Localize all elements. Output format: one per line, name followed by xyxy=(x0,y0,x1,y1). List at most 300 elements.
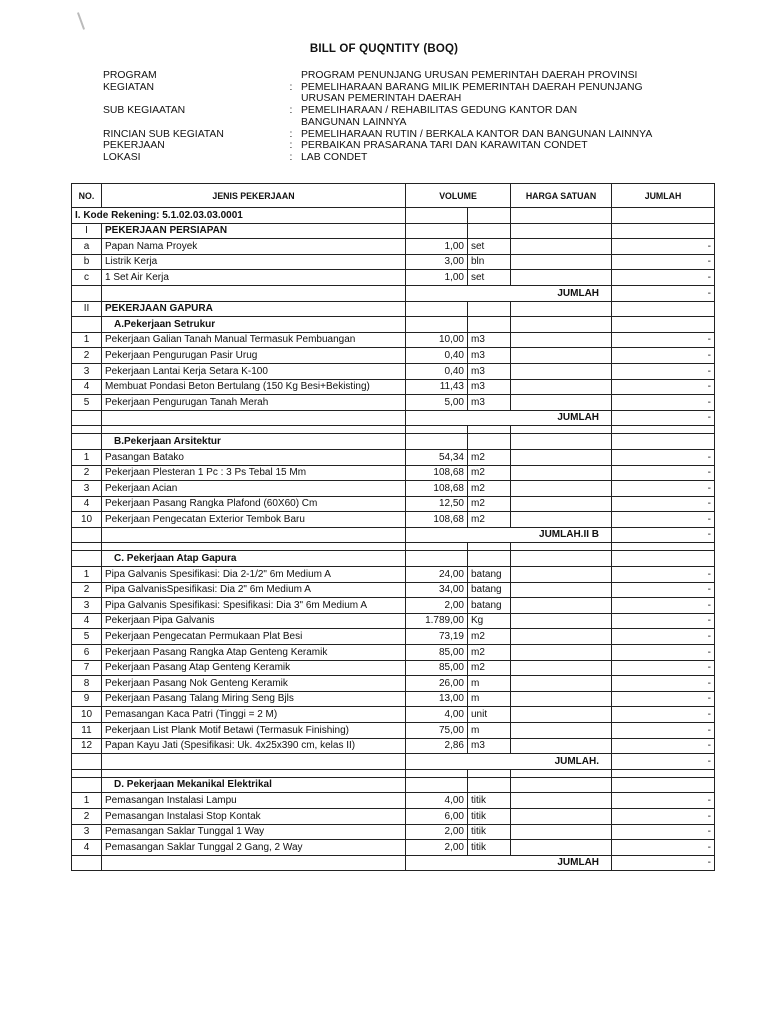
item-number: 2 xyxy=(72,465,102,481)
item-description: Pekerjaan Acian xyxy=(102,481,406,497)
item-amount: - xyxy=(612,254,715,270)
item-unit: m2 xyxy=(468,449,511,465)
spacer-cell xyxy=(72,543,102,551)
header-row xyxy=(103,140,703,152)
item-number: 10 xyxy=(72,707,102,723)
item-number: 4 xyxy=(72,496,102,512)
subsection-row xyxy=(72,551,715,567)
spacer-cell xyxy=(102,543,406,551)
item-amount xyxy=(612,317,715,333)
item-amount: - xyxy=(612,465,715,481)
item-volume: 26,00 xyxy=(406,676,468,692)
item-description: PEKERJAAN PERSIAPAN xyxy=(102,223,406,239)
spacer-cell xyxy=(72,426,102,434)
item-volume: 0,40 xyxy=(406,348,468,364)
item-unit: batang xyxy=(468,567,511,583)
subtotal-amount: - xyxy=(612,410,715,426)
cell-jumlah xyxy=(612,208,715,224)
subtotal-row xyxy=(72,527,715,543)
item-amount: - xyxy=(612,676,715,692)
table-row xyxy=(72,270,715,286)
scan-mark xyxy=(77,12,85,30)
subtotal-label: JUMLAH.II B xyxy=(406,527,612,543)
item-amount: - xyxy=(612,723,715,739)
item-unit xyxy=(468,317,511,333)
item-unit-price xyxy=(511,270,612,286)
item-number: 2 xyxy=(72,808,102,824)
item-number: 2 xyxy=(72,582,102,598)
item-description: C. Pekerjaan Atap Gapura xyxy=(102,551,406,567)
header-colon: : xyxy=(289,151,293,163)
header-row xyxy=(103,93,703,105)
subtotal-label: JUMLAH xyxy=(406,410,612,426)
subsection-row xyxy=(72,434,715,450)
cell-desc xyxy=(102,285,406,301)
item-unit-price xyxy=(511,777,612,793)
item-unit: m3 xyxy=(468,738,511,754)
table-row xyxy=(72,824,715,840)
item-number: 1 xyxy=(72,332,102,348)
item-unit-price xyxy=(511,660,612,676)
header-colon: : xyxy=(289,128,293,140)
cell-no xyxy=(72,527,102,543)
item-volume: 34,00 xyxy=(406,582,468,598)
item-number: 7 xyxy=(72,660,102,676)
header-row xyxy=(103,152,703,164)
item-description: Pekerjaan Pasang Atap Genteng Keramik xyxy=(102,660,406,676)
table-row xyxy=(72,629,715,645)
subsection-row xyxy=(72,317,715,333)
item-unit-price xyxy=(511,793,612,809)
item-description: Pekerjaan Lantai Kerja Setara K-100 xyxy=(102,363,406,379)
item-number: 11 xyxy=(72,723,102,739)
table-row xyxy=(72,707,715,723)
item-number: 3 xyxy=(72,824,102,840)
header-value: PEMELIHARAAN BARANG MILIK PEMERINTAH DAERAH PENUNJANG xyxy=(301,81,643,93)
item-number: 10 xyxy=(72,512,102,528)
item-amount: - xyxy=(612,629,715,645)
item-volume: 11,43 xyxy=(406,379,468,395)
item-amount: - xyxy=(612,691,715,707)
item-amount: - xyxy=(612,395,715,411)
item-amount: - xyxy=(612,738,715,754)
header-value: URUSAN PEMERINTAH DAERAH xyxy=(301,93,462,105)
item-unit-price xyxy=(511,738,612,754)
item-amount: - xyxy=(612,239,715,255)
header-colon xyxy=(281,93,301,105)
item-number: 6 xyxy=(72,645,102,661)
item-amount: - xyxy=(612,449,715,465)
item-unit-price xyxy=(511,395,612,411)
item-unit-price xyxy=(511,582,612,598)
item-volume xyxy=(406,223,468,239)
item-unit: titik xyxy=(468,840,511,856)
spacer-row xyxy=(72,426,715,434)
header-colon: : xyxy=(289,105,293,117)
spacer-cell xyxy=(468,769,511,777)
item-unit-price xyxy=(511,363,612,379)
cell-harga xyxy=(511,208,612,224)
item-number: 3 xyxy=(72,598,102,614)
item-volume: 3,00 xyxy=(406,254,468,270)
table-row xyxy=(72,676,715,692)
spacer-cell xyxy=(72,769,102,777)
item-amount: - xyxy=(612,481,715,497)
item-amount: - xyxy=(612,567,715,583)
item-unit-price xyxy=(511,567,612,583)
header-colon xyxy=(281,117,301,129)
item-volume: 108,68 xyxy=(406,465,468,481)
item-amount: - xyxy=(612,613,715,629)
item-volume: 2,86 xyxy=(406,738,468,754)
item-description: Papan Nama Proyek xyxy=(102,239,406,255)
item-description: Pekerjaan Pasang Nok Genteng Keramik xyxy=(102,676,406,692)
cell-unit xyxy=(468,208,511,224)
document-title: BILL OF QUQNTITY (BOQ) xyxy=(309,43,459,55)
spacer-cell xyxy=(468,426,511,434)
item-amount: - xyxy=(612,332,715,348)
item-description: Pekerjaan Pasang Rangka Plafond (60X60) Cm xyxy=(102,496,406,512)
item-unit-price xyxy=(511,317,612,333)
item-unit: m xyxy=(468,723,511,739)
item-unit: m xyxy=(468,676,511,692)
item-description: Membuat Pondasi Beton Bertulang (150 Kg Besi+Bekisting) xyxy=(102,379,406,395)
item-description: Pemasangan Instalasi Stop Kontak xyxy=(102,808,406,824)
item-unit: batang xyxy=(468,598,511,614)
header-row xyxy=(103,70,703,82)
cell-no xyxy=(72,855,102,871)
table-row xyxy=(72,449,715,465)
table-row xyxy=(72,512,715,528)
item-number: 5 xyxy=(72,395,102,411)
item-amount xyxy=(612,301,715,317)
item-unit-price xyxy=(511,301,612,317)
item-description: Pemasangan Saklar Tunggal 2 Gang, 2 Way xyxy=(102,840,406,856)
table-row xyxy=(72,363,715,379)
spacer-cell xyxy=(612,426,715,434)
table-row xyxy=(72,348,715,364)
item-number: 12 xyxy=(72,738,102,754)
item-unit: unit xyxy=(468,707,511,723)
spacer-row xyxy=(72,543,715,551)
item-volume: 2,00 xyxy=(406,824,468,840)
item-unit xyxy=(468,223,511,239)
item-number xyxy=(72,551,102,567)
cell-desc xyxy=(102,754,406,770)
item-volume: 6,00 xyxy=(406,808,468,824)
header-label: LOKASI xyxy=(103,151,141,163)
item-volume: 13,00 xyxy=(406,691,468,707)
item-volume xyxy=(406,317,468,333)
item-volume: 24,00 xyxy=(406,567,468,583)
item-amount: - xyxy=(612,808,715,824)
item-unit-price xyxy=(511,332,612,348)
item-unit-price xyxy=(511,645,612,661)
item-description: Papan Kayu Jati (Spesifikasi: Uk. 4x25x390 cm, kelas II) xyxy=(102,738,406,754)
item-description: Pekerjaan Pengecatan Permukaan Plat Besi xyxy=(102,629,406,645)
table-row xyxy=(72,793,715,809)
item-number: 5 xyxy=(72,629,102,645)
item-volume: 2,00 xyxy=(406,598,468,614)
subtotal-row xyxy=(72,285,715,301)
header-label: RINCIAN SUB KEGIATAN xyxy=(103,128,224,140)
item-amount: - xyxy=(612,363,715,379)
item-description: Pekerjaan Pengurugan Tanah Merah xyxy=(102,395,406,411)
item-unit: m2 xyxy=(468,660,511,676)
item-amount: - xyxy=(612,348,715,364)
item-volume: 0,40 xyxy=(406,363,468,379)
item-volume: 4,00 xyxy=(406,793,468,809)
item-number: II xyxy=(72,301,102,317)
item-unit: titik xyxy=(468,808,511,824)
item-unit-price xyxy=(511,613,612,629)
item-unit xyxy=(468,551,511,567)
item-amount: - xyxy=(612,707,715,723)
item-unit: m xyxy=(468,691,511,707)
cell-no xyxy=(72,410,102,426)
table-row xyxy=(72,239,715,255)
item-volume: 108,68 xyxy=(406,481,468,497)
item-volume: 4,00 xyxy=(406,707,468,723)
item-unit xyxy=(468,777,511,793)
table-row xyxy=(72,332,715,348)
item-unit-price xyxy=(511,449,612,465)
item-number: 4 xyxy=(72,840,102,856)
spacer-cell xyxy=(102,769,406,777)
table-row xyxy=(72,465,715,481)
cell-desc xyxy=(102,855,406,871)
item-description: Pipa GalvanisSpesifikasi: Dia 2" 6m Medium A xyxy=(102,582,406,598)
header-label xyxy=(103,117,281,129)
item-volume: 5,00 xyxy=(406,395,468,411)
item-volume: 10,00 xyxy=(406,332,468,348)
spacer-cell xyxy=(612,543,715,551)
item-amount: - xyxy=(612,660,715,676)
item-unit xyxy=(468,301,511,317)
header-volume: VOLUME xyxy=(406,184,511,208)
item-unit-price xyxy=(511,481,612,497)
item-unit-price xyxy=(511,691,612,707)
spacer-cell xyxy=(406,543,468,551)
table-header-row xyxy=(72,184,715,208)
item-description: B.Pekerjaan Arsitektur xyxy=(102,434,406,450)
item-unit-price xyxy=(511,512,612,528)
item-number: 1 xyxy=(72,567,102,583)
cell-no xyxy=(72,285,102,301)
item-unit: titik xyxy=(468,824,511,840)
subtotal-row xyxy=(72,754,715,770)
item-unit-price xyxy=(511,465,612,481)
table-row xyxy=(72,691,715,707)
item-unit-price xyxy=(511,723,612,739)
table-row xyxy=(72,379,715,395)
subtotal-label: JUMLAH xyxy=(406,285,612,301)
item-amount xyxy=(612,223,715,239)
item-unit-price xyxy=(511,824,612,840)
item-number xyxy=(72,317,102,333)
item-volume: 85,00 xyxy=(406,660,468,676)
item-unit: bln xyxy=(468,254,511,270)
subtotal-amount: - xyxy=(612,855,715,871)
item-number: 1 xyxy=(72,449,102,465)
cell-volume xyxy=(406,208,468,224)
item-unit-price xyxy=(511,551,612,567)
item-description: Pipa Galvanis Spesifikasi: Dia 2-1/2" 6m Medium A xyxy=(102,567,406,583)
item-volume: 85,00 xyxy=(406,645,468,661)
subtotal-amount: - xyxy=(612,754,715,770)
item-unit: m3 xyxy=(468,395,511,411)
item-number: 3 xyxy=(72,481,102,497)
item-unit: m2 xyxy=(468,465,511,481)
header-value: BANGUNAN LAINNYA xyxy=(301,116,407,128)
header-harga-satuan: HARGA SATUAN xyxy=(511,184,612,208)
table-row xyxy=(72,645,715,661)
item-volume: 1.789,00 xyxy=(406,613,468,629)
item-volume: 108,68 xyxy=(406,512,468,528)
item-description: Pekerjaan Pasang Rangka Atap Genteng Keramik xyxy=(102,645,406,661)
item-unit: batang xyxy=(468,582,511,598)
item-amount: - xyxy=(612,496,715,512)
item-unit: m2 xyxy=(468,512,511,528)
header-label: PEKERJAAN xyxy=(103,140,165,152)
item-unit-price xyxy=(511,629,612,645)
item-amount: - xyxy=(612,379,715,395)
document-header xyxy=(103,70,703,164)
item-description: Pipa Galvanis Spesifikasi: Spesifikasi: Dia 3" 6m Medium A xyxy=(102,598,406,614)
item-number: I xyxy=(72,223,102,239)
item-description: Pemasangan Saklar Tunggal 1 Way xyxy=(102,824,406,840)
item-amount xyxy=(612,551,715,567)
item-description: 1 Set Air Kerja xyxy=(102,270,406,286)
item-unit-price xyxy=(511,707,612,723)
account-code: I. Kode Rekening: 5.1.02.03.03.0001 xyxy=(72,208,406,224)
item-amount xyxy=(612,434,715,450)
item-volume: 75,00 xyxy=(406,723,468,739)
item-description: Pasangan Batako xyxy=(102,449,406,465)
cell-no xyxy=(72,754,102,770)
item-unit-price xyxy=(511,808,612,824)
account-code-row xyxy=(72,208,715,224)
item-number: a xyxy=(72,239,102,255)
spacer-cell xyxy=(406,769,468,777)
item-number: b xyxy=(72,254,102,270)
item-description: Pemasangan Instalasi Lampu xyxy=(102,793,406,809)
table-row xyxy=(72,808,715,824)
item-unit-price xyxy=(511,223,612,239)
header-colon: : xyxy=(289,81,293,93)
header-row xyxy=(103,117,703,129)
item-description: Pekerjaan Pipa Galvanis xyxy=(102,613,406,629)
item-description: PEKERJAAN GAPURA xyxy=(102,301,406,317)
spacer-cell xyxy=(511,543,612,551)
table-row xyxy=(72,613,715,629)
item-volume: 2,00 xyxy=(406,840,468,856)
header-value: LAB CONDET xyxy=(301,151,368,163)
table-row xyxy=(72,660,715,676)
cell-desc xyxy=(102,527,406,543)
header-label: KEGIATAN xyxy=(103,81,154,93)
item-number: 9 xyxy=(72,691,102,707)
header-jumlah: JUMLAH xyxy=(612,184,715,208)
table-row xyxy=(72,738,715,754)
item-amount: - xyxy=(612,645,715,661)
item-unit-price xyxy=(511,239,612,255)
item-unit-price xyxy=(511,434,612,450)
table-row xyxy=(72,567,715,583)
item-description: Pekerjaan Galian Tanah Manual Termasuk Pembuangan xyxy=(102,332,406,348)
header-colon: : xyxy=(289,140,293,152)
item-volume: 73,19 xyxy=(406,629,468,645)
subsection-row xyxy=(72,777,715,793)
header-label: SUB KEGIAATAN xyxy=(103,105,186,117)
cell-desc xyxy=(102,410,406,426)
item-description: Pemasangan Kaca Patri (Tinggi = 2 M) xyxy=(102,707,406,723)
table-row xyxy=(72,481,715,497)
item-unit-price xyxy=(511,379,612,395)
item-unit: m2 xyxy=(468,629,511,645)
item-amount: - xyxy=(612,824,715,840)
header-label: PROGRAM xyxy=(103,70,157,81)
item-volume: 54,34 xyxy=(406,449,468,465)
table-row xyxy=(72,723,715,739)
table-row xyxy=(72,598,715,614)
item-unit: m2 xyxy=(468,496,511,512)
spacer-cell xyxy=(468,543,511,551)
header-row xyxy=(103,129,703,141)
table-row xyxy=(72,254,715,270)
item-description: Listrik Kerja xyxy=(102,254,406,270)
item-number: 1 xyxy=(72,793,102,809)
item-description: A.Pekerjaan Setrukur xyxy=(102,317,406,333)
item-number: 4 xyxy=(72,379,102,395)
item-amount: - xyxy=(612,840,715,856)
item-unit: set xyxy=(468,270,511,286)
item-amount: - xyxy=(612,793,715,809)
section-row xyxy=(72,301,715,317)
subtotal-row xyxy=(72,855,715,871)
subtotal-label: JUMLAH xyxy=(406,855,612,871)
spacer-cell xyxy=(511,769,612,777)
item-volume xyxy=(406,434,468,450)
item-amount: - xyxy=(612,512,715,528)
item-volume xyxy=(406,551,468,567)
item-unit: m2 xyxy=(468,645,511,661)
item-volume xyxy=(406,301,468,317)
subtotal-amount: - xyxy=(612,285,715,301)
item-amount: - xyxy=(612,270,715,286)
subtotal-row xyxy=(72,410,715,426)
item-description: Pekerjaan Plesteran 1 Pc : 3 Ps Tebal 15 Mm xyxy=(102,465,406,481)
item-unit-price xyxy=(511,840,612,856)
item-volume: 12,50 xyxy=(406,496,468,512)
table-row xyxy=(72,840,715,856)
item-unit xyxy=(468,434,511,450)
header-row xyxy=(103,105,703,117)
item-number xyxy=(72,777,102,793)
item-amount: - xyxy=(612,598,715,614)
item-volume xyxy=(406,777,468,793)
item-unit-price xyxy=(511,254,612,270)
item-amount xyxy=(612,777,715,793)
item-description: D. Pekerjaan Mekanikal Elektrikal xyxy=(102,777,406,793)
header-value: PEMELIHARAAN / REHABILITAS GEDUNG KANTOR DAN xyxy=(301,105,578,117)
subtotal-label: JUMLAH. xyxy=(406,754,612,770)
item-number: 4 xyxy=(72,613,102,629)
header-value: PERBAIKAN PRASARANA TARI DAN KARAWITAN CONDET xyxy=(301,140,588,152)
spacer-cell xyxy=(102,426,406,434)
boq-table xyxy=(71,183,715,871)
item-volume: 1,00 xyxy=(406,270,468,286)
